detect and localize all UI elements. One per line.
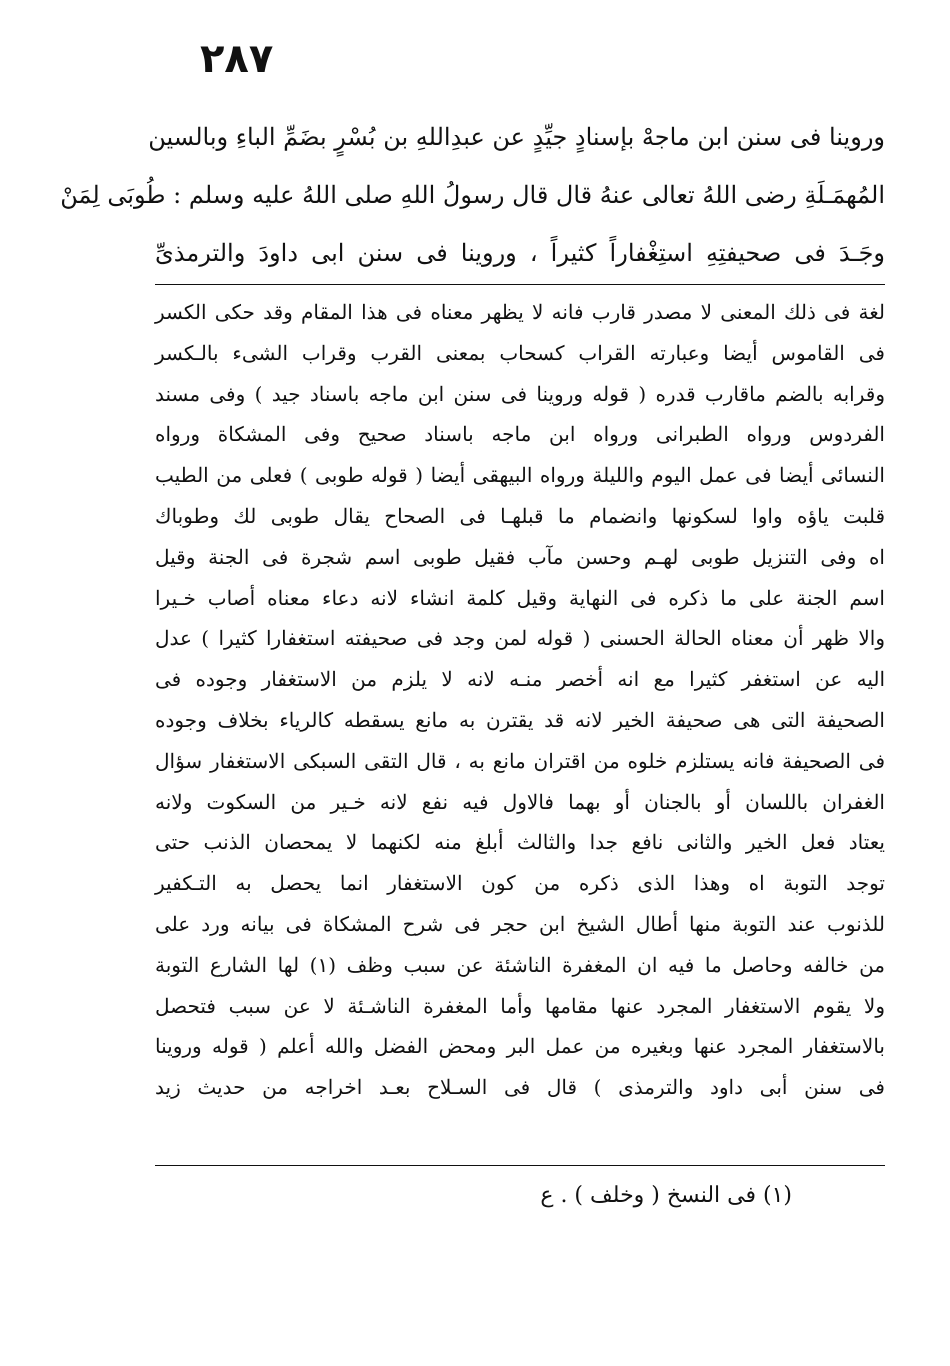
commentary-line: الغفران باللسان أو بالجنان أو بهما فالاول فيه نفع لانه خـير من السكوت ولانه — [155, 789, 885, 814]
commentary-line: فى الصحيفة فانه يستلزم خلوه من اقتران مانع به ، قال التقى السبكى الاستغفار سؤال — [155, 748, 885, 773]
commentary-line: للذنوب عند التوبة منها أطال الشيخ ابن حجر فى شرح المشكاة فى بيانه ورد على — [155, 911, 885, 936]
commentary-line: قلبت ياؤه واوا لسكونها وانضمام ما قبلهـا فى الصحاح يقال طوبى لك وطوباك — [155, 503, 885, 528]
commentary-line: من خالفه وحاصل ما فيه ان المغفرة الناشئة عن سبب وظف (١) لها الشارع التوبة — [155, 952, 886, 977]
commentary-line: الصحيفة التى هى صحيفة الخير لانه قد يقترن به مانع يسقطه كالرياء بخلاف وجوده — [155, 707, 885, 732]
commentary-line: وقرابه بالضم ماقارب قدره ( قوله وروينا فى سنن ابن ماجه باسناد جيد ) وفى مسند — [155, 381, 885, 406]
page-number: ٢٨٧ — [200, 36, 274, 82]
footnote-divider — [155, 1165, 885, 1166]
footnote: (١) فى النسخ ( وخلف ) . ع — [540, 1183, 792, 1208]
commentary-line: يعتاد فعل الخير والثانى نافع جدا والثالث أبلغ منه لكنهما لا يمحصان الذنب حتى — [155, 830, 885, 855]
commentary-line: الفردوس ورواه الطبرانى ورواه ابن ماجه باسناد صحيح وفى المشكاة ورواه — [155, 422, 885, 447]
main-text-divider — [155, 284, 885, 285]
commentary-line: فى سنن أبى داود والترمذى ) قال فى السـلاح بعـد اخراجه من حديث زيد — [155, 1075, 885, 1100]
commentary-line: بالاستغفار المجرد عنها وبغيره من عمل البر ومحض الفضل والله أعلم ( قوله وروينا — [155, 1034, 885, 1059]
commentary — [155, 292, 885, 1108]
commentary-line: اليه عن استغفر كثيرا مع انه أخصر منـه لانه لا يلزم من الاستغفار وجوده فى — [155, 667, 885, 692]
commentary-line: توجد التوبة اه وهذا الذى ذكره من كون الاستغفار انما يحصل به التـكفير — [155, 871, 885, 896]
commentary-line: لغة فى ذلك المعنى لا مصدر قارب فانه لا يظهر معناه فى هذا المقام وقد حكى الكسر — [155, 300, 885, 324]
main-text-line: وروينا فى سنن ابن ماجهْ بإسنادٍ جيِّدٍ عن عبدِاللهِ بن بُسْرٍ بضَمِّ الباءِ وبالسين — [148, 123, 885, 151]
main-text-line: المُهمَـلَةِ رضى اللهُ تعالى عنهُ قال قال رسولُ اللهِ صلى اللهُ عليه وسلم : طُوبَى لِمَنْ — [60, 181, 885, 209]
commentary-line: النسائى أيضا فى عمل اليوم والليلة ورواه البيهقى أيضا ( قوله طوبى ) فعلى من الطيب — [155, 463, 885, 488]
main-text — [60, 108, 885, 282]
main-text-line: وجَـدَ فى صحيفتِهِ استِغْفاراً كثيراً ، وروينا فى سنن ابى داودَ والترمذىِّ — [155, 239, 885, 267]
commentary-line: اه وفى التنزيل طوبى لهـم وحسن مآب فقيل طوبى اسم شجرة فى الجنة وقيل — [155, 544, 885, 569]
commentary-line: والا ظهر أن معناه الحالة الحسنى ( قوله لمن وجد فى صحيفته استغفارا كثيرا ) عدل — [155, 626, 885, 651]
commentary-line: اسم الجنة على ما ذكره فى النهاية وقيل كلمة انشاء لانه دعاء معناه أصاب خـيرا — [155, 585, 885, 610]
commentary-line: فى القاموس أيضا وعبارته القراب كسحاب بمعنى القرب وقراب الشىء بالـكسر — [155, 340, 885, 365]
commentary-line: ولا يقوم الاستغفار المجرد عنها مقامها وأما المغفرة الناشـئة لا عن سبب فتحصل — [155, 993, 885, 1018]
